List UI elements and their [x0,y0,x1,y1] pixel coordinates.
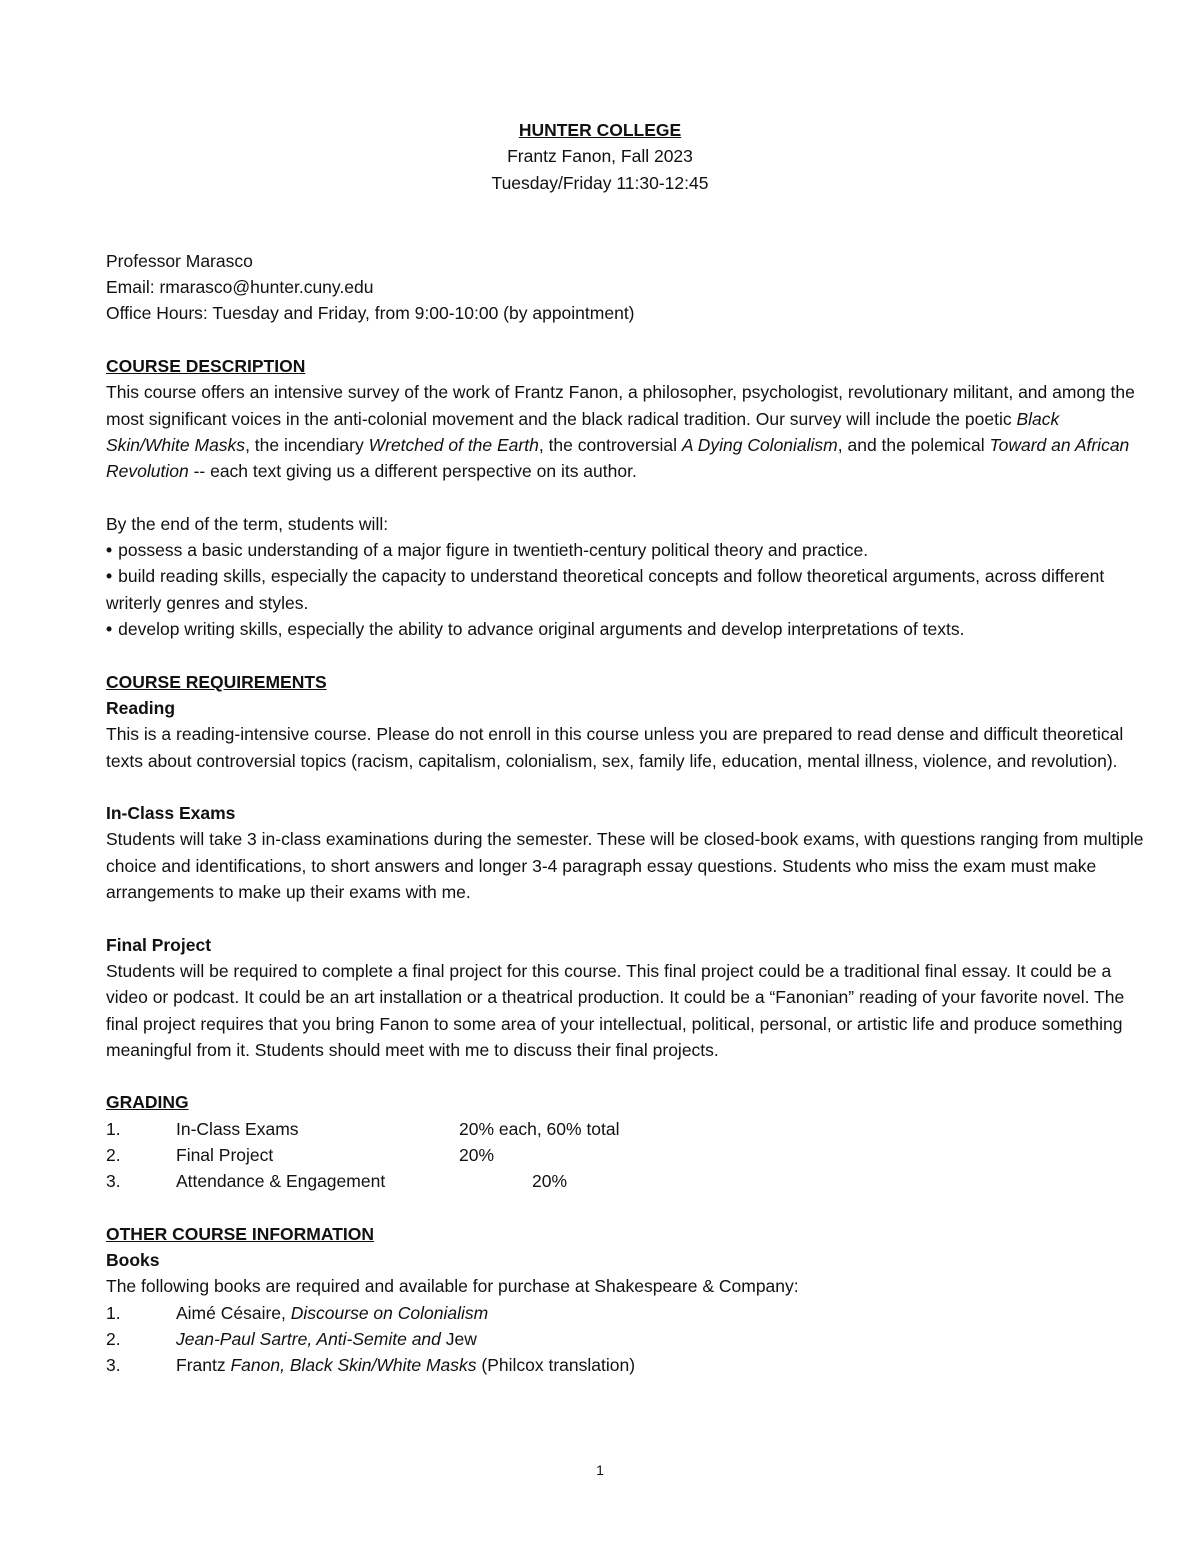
project-text: Students will be required to complete a final project for this course. This final project could be a traditional final essay. It could be a video or podcast. It could be an art installation or a theatrical production. It could be a “Fanonian” reading of your favorite novel. The final project requires that you bring Fanon to some area of your intellectual, political, personal, or artistic life and produce something meaningful from it. Students should meet with me to discuss their final projects. [106,960,1125,1060]
grading-section [106,1089,1146,1194]
subsection-title: Books [106,1250,160,1271]
section-heading: OTHER COURSE INFORMATION [106,1223,375,1244]
list-item: 3. Frantz Fanon, Black Skin/White Masks (Philcox translation) [106,1355,636,1376]
books-intro: The following books are required and available for purchase at Shakespeare & Company: [106,1276,799,1297]
contact-block [106,248,1146,327]
other-info-section [106,1221,1146,1379]
college-name: HUNTER COLLEGE [518,120,682,140]
section-heading: COURSE REQUIREMENTS [106,671,327,692]
table-row: 3. Attendance & Engagement 20% [106,1171,568,1192]
table-row: 1. In-Class Exams 20% each, 60% total [106,1118,620,1139]
reading-text: This is a reading-intensive course. Please do not enroll in this course unless you are prepared to read dense and difficult theoretical texts about controversial topics (racism, capitalism, colonialism, sex, family life, education, mental illness, violence, and revolution). [106,724,1124,771]
section-heading: COURSE DESCRIPTION [106,356,306,377]
section-heading: GRADING [106,1092,189,1113]
document-header [106,117,1094,196]
page-content [106,117,1146,1379]
page-number: 1 [596,1462,604,1478]
list-item: • develop writing skills, especially the ability to advance original arguments and develop interpretations of texts. [106,616,1146,642]
list-item: • build reading skills, especially the capacity to understand theoretical concepts and follow theoretical arguments, across different writerly genres and styles. [106,563,1146,616]
course-description-section [106,353,1146,642]
description-paragraph: This course offers an intensive survey of the work of Frantz Fanon, a philosopher, psychologist, revolutionary militant, and among the most significant voices in the anti-colonial movement and the black radical tradition. Our survey will include the poetic Black Skin/White Masks, the incendiary Wretched of the Earth, the controversial A Dying Colonialism, and the polemical Toward an African Revolution -- each text giving us a different perspective on its author. [106,382,1135,482]
course-title: Frantz Fanon, Fall 2023 [507,146,693,167]
course-requirements-section [106,669,1146,1063]
list-item: • possess a basic understanding of a major figure in twentieth-century political theory and practice. [106,537,1146,563]
subsection-title: In-Class Exams [106,803,236,824]
office-hours: Office Hours: Tuesday and Friday, from 9:00-10:00 (by appointment) [106,303,635,324]
table-row: 2. Final Project 20% [106,1144,495,1165]
course-schedule: Tuesday/Friday 11:30-12:45 [491,172,709,193]
professor-email: Email: rmarasco@hunter.cuny.edu [106,277,374,298]
outcomes-intro: By the end of the term, students will: [106,513,389,534]
subsection-title: Final Project [106,934,212,955]
list-item: 1. Aimé Césaire, Discourse on Colonialism [106,1302,489,1323]
professor-name: Professor Marasco [106,250,253,271]
subsection-title: Reading [106,697,176,718]
list-item: 2. Jean-Paul Sartre, Anti-Semite and Jew [106,1329,477,1350]
exams-text: Students will take 3 in-class examinations during the semester. These will be closed-book exams, with questions ranging from multiple choice and identifications, to short answers and longer 3-4 paragraph essay questions. Students who miss the exam must make arrangements to make up their exams with me. [106,829,1144,903]
